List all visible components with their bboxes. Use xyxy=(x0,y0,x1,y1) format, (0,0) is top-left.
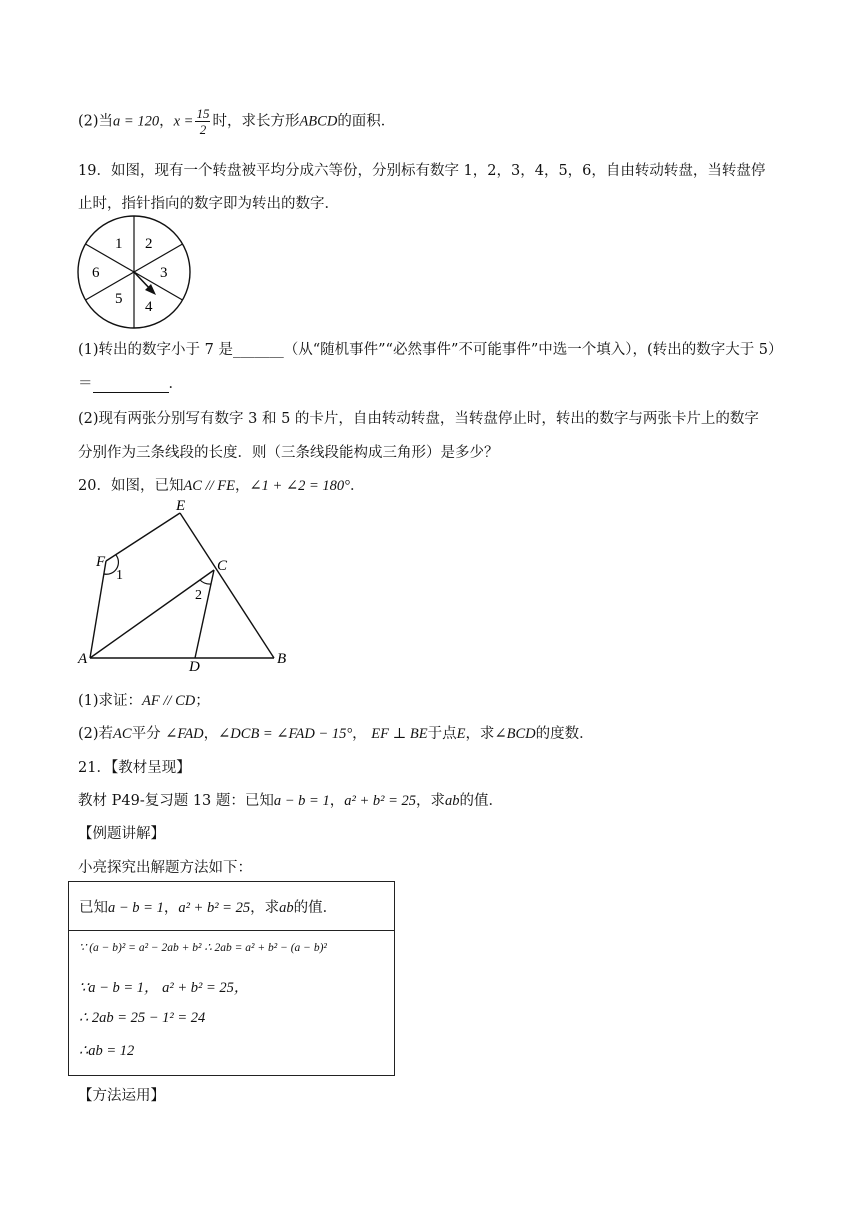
solution-step-3: ∴ 2ab = 25 − 1² = 24 xyxy=(79,1010,206,1026)
q19-part1-line2 xyxy=(78,372,183,393)
label-A: A xyxy=(78,651,88,667)
solution-known xyxy=(79,896,337,917)
q21-example-header: 【例题讲解】 xyxy=(78,826,165,842)
q20-fad: ∠FAD xyxy=(165,726,204,742)
q20-point-e: E xyxy=(456,726,466,742)
q20-angle-sum: ∠1 + ∠2 = 180° xyxy=(249,478,350,494)
label-E: E xyxy=(176,498,186,514)
q20-parallel: AC // FE xyxy=(183,478,236,494)
answer-blank[interactable] xyxy=(93,376,169,393)
label-D: D xyxy=(189,659,200,673)
q19-part2-line1: (2)现有两张分别写有数字 3 和 5 的卡片，自由转动转盘，当转盘停止时，转出的数字与两张卡片上的数字 xyxy=(78,411,759,427)
q20-part2-prefix: (2)若 xyxy=(78,726,114,742)
q20-bcd: ∠BCD xyxy=(494,726,536,742)
q18-rect-name: ABCD xyxy=(299,113,338,130)
box-known-ab: ab xyxy=(279,900,294,916)
q21-ask-end: 的值． xyxy=(459,793,503,809)
q20-comma: ， xyxy=(235,478,250,494)
q21-textbook-prefix: 教材 P49-复习题 13 题：已知 xyxy=(78,793,274,809)
q19-part2-line2: 分别作为三条线段的长度．则（三条线段能构成三角形）是多少？ xyxy=(78,445,499,461)
q18-frac-num: 15 xyxy=(196,106,210,121)
q20-stem xyxy=(78,474,364,495)
sector-label-2: 2 xyxy=(145,236,153,252)
q20-part1-end: ； xyxy=(195,693,210,709)
box-known-diff: a − b = 1 xyxy=(108,900,164,916)
q20-foot: 于点 xyxy=(427,726,457,742)
q21-sq-sum: a² + b² = 25 xyxy=(344,793,416,809)
solution-step-1: ∵ (a − b)² = a² − 2ab + b² ∴ 2ab = a² + b² − (a − b)² xyxy=(79,942,327,954)
sector-label-1: 1 xyxy=(115,236,123,252)
segment-FE xyxy=(106,513,180,561)
box-known-sq: a² + b² = 25 xyxy=(178,900,251,916)
q20-stem-end: ． xyxy=(349,478,365,494)
q21-intro: 小亮探究出解题方法如下： xyxy=(78,860,252,876)
box-known-end: 的值． xyxy=(293,900,338,916)
q18-end: 的面积． xyxy=(337,113,396,130)
box-known-comma: ， xyxy=(163,900,179,916)
box-known-prefix: 已知 xyxy=(79,900,108,916)
q20-part2: (2)若AC平分 ∠FAD，∠DCB = ∠FAD − 15°， EF ⊥ BE于点E，求∠BCD的度数． xyxy=(78,726,594,742)
solution-box-header xyxy=(69,882,394,931)
q21-ab: ab xyxy=(444,793,460,809)
sector-label-4: 4 xyxy=(145,299,153,315)
label-angle-2: 2 xyxy=(195,588,202,603)
angle-2-arc xyxy=(200,580,211,584)
segment-EB xyxy=(180,513,274,658)
q18-frac-den: 2 xyxy=(199,122,207,137)
q19-stem-line2: 止时，指针指向的数字即为转出的数字． xyxy=(78,196,339,212)
q18-part2-prefix: (2)当 xyxy=(78,113,114,130)
q21-method-header: 【方法运用】 xyxy=(78,1088,165,1104)
geometry-figure xyxy=(70,498,300,673)
q20-part1-math: AF // CD xyxy=(142,693,196,709)
q20-ac: AC xyxy=(113,726,132,742)
segment-AC xyxy=(90,570,214,658)
q21-title: 21．【教材呈现】 xyxy=(78,760,191,776)
label-C: C xyxy=(217,558,228,574)
q20-condition: ∠DCB = ∠FAD − 15° xyxy=(218,726,353,742)
box-known-ask: ，求 xyxy=(250,900,280,916)
q18-x-eq: x = xyxy=(173,113,194,130)
q20-part2-end: 的度数． xyxy=(535,726,594,742)
sector-label-5: 5 xyxy=(115,291,123,307)
q20-bisect: 平分 xyxy=(131,726,161,742)
q18-fraction xyxy=(195,106,210,137)
spinner-figure xyxy=(72,212,212,342)
q19-stem-line1: 19．如图，现有一个转盘被平均分成六等份，分别标有数字 1，2，3，4，5，6，自由转动转盘，当转盘停 xyxy=(78,163,766,179)
label-angle-1: 1 xyxy=(116,568,123,583)
q19-part1-end: ． xyxy=(168,376,183,392)
sector-label-6: 6 xyxy=(92,265,100,281)
label-F: F xyxy=(96,554,106,570)
q20-part1 xyxy=(78,689,210,710)
label-B: B xyxy=(277,651,287,667)
solution-box xyxy=(68,881,395,1076)
q18-a-value: a = 120 xyxy=(113,113,160,130)
q20-part1-prefix: (1)求证： xyxy=(78,693,143,709)
q19-part1-line1: (1)转出的数字小于 7 是_______（从“随机事件”“必然事件”不可能事件”中选一个填入），(转出的数字大于 5） xyxy=(78,342,783,358)
q21-ask: ，求 xyxy=(415,793,445,809)
q21-textbook xyxy=(78,789,503,810)
q20-stem-prefix: 20．如图，已知 xyxy=(78,478,184,494)
q18-comma: ， xyxy=(159,113,174,130)
q19-part1-eq: ＝ xyxy=(78,376,93,392)
q21-ab-diff: a − b = 1 xyxy=(273,793,330,809)
q20-perp: EF ⊥ BE xyxy=(371,726,428,742)
q18-part2 xyxy=(78,106,395,137)
q18-suffix: 时，求长方形 xyxy=(212,113,300,130)
q21-comma: ， xyxy=(329,793,345,809)
sector-label-3: 3 xyxy=(160,265,168,281)
solution-step-2: ∵a − b = 1， a² + b² = 25， xyxy=(79,980,249,996)
segment-AF xyxy=(90,561,106,658)
solution-step-4: ∴ab = 12 xyxy=(79,1043,135,1059)
q20-ask: ，求 xyxy=(465,726,495,742)
